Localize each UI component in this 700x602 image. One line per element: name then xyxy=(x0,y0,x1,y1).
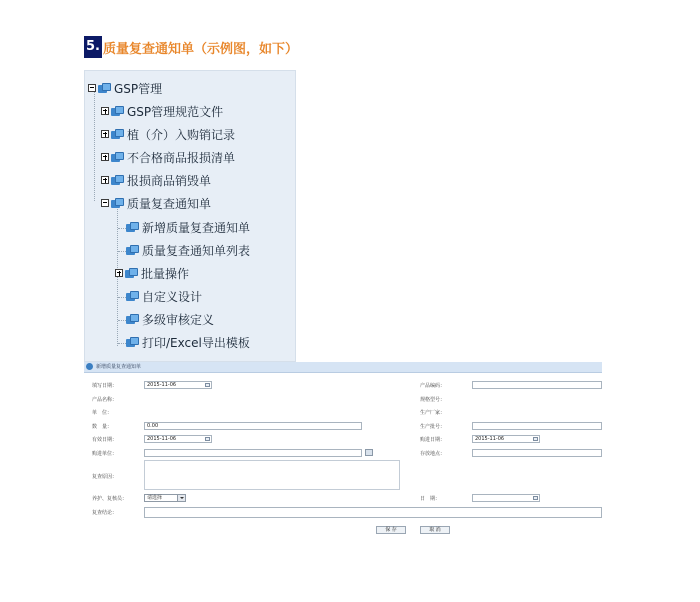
tree-node-recheck-list[interactable] xyxy=(126,241,250,259)
conclusion-input[interactable] xyxy=(144,507,602,518)
form-header xyxy=(84,362,602,373)
expand-icon[interactable] xyxy=(101,176,109,184)
purchase-date-label: 购进日期： xyxy=(420,437,446,443)
tree-node-multi-audit[interactable] xyxy=(126,310,214,328)
recheck-form xyxy=(84,362,602,534)
tree-connector xyxy=(94,89,95,201)
tree-node-gsp-root[interactable] xyxy=(88,79,162,97)
fill-date-label: 填写日期： xyxy=(92,383,118,389)
expand-icon[interactable] xyxy=(115,269,123,277)
supplier-label: 购进单位： xyxy=(92,451,118,457)
folder-icon xyxy=(111,129,124,140)
navigation-tree xyxy=(84,70,296,362)
tree-node-implant-records[interactable] xyxy=(101,125,235,143)
product-name-label: 产品名称： xyxy=(92,397,118,403)
tree-node-print-export[interactable] xyxy=(126,333,250,351)
tree-node-label: 自定义设计 xyxy=(142,289,203,304)
fill-date-input[interactable]: 2015-11-06 xyxy=(144,381,212,389)
expand-icon[interactable] xyxy=(101,153,109,161)
form-title: 新增质量复查通知单 xyxy=(96,364,142,370)
purchase-date-input[interactable]: 2015-11-06 xyxy=(472,435,540,443)
spec-label: 规格型号： xyxy=(420,397,446,403)
section-title: 质量复查通知单（示例图，如下） xyxy=(102,41,298,57)
tree-node-label: 质量复查通知单 xyxy=(127,196,212,211)
folder-icon xyxy=(111,198,124,209)
folder-icon xyxy=(111,152,124,163)
supplier-input[interactable] xyxy=(144,449,362,457)
tree-node-label: GSP管理 xyxy=(114,81,163,96)
folder-icon xyxy=(111,175,124,186)
reason-label: 复查原因： xyxy=(92,474,118,480)
tree-node-label: 打印/Excel导出模板 xyxy=(142,335,250,350)
tree-node-gsp-docs[interactable] xyxy=(101,102,223,120)
folder-icon xyxy=(111,106,124,117)
valid-date-input[interactable]: 2015-11-06 xyxy=(144,435,212,443)
lookup-icon[interactable] xyxy=(365,449,373,456)
product-code-input[interactable] xyxy=(472,381,602,389)
tree-node-label: GSP管理规范文件 xyxy=(127,104,224,119)
manufacturer-label: 生产厂家： xyxy=(420,410,446,416)
date-input[interactable] xyxy=(472,494,540,502)
valid-date-label: 有效日期： xyxy=(92,437,118,443)
batch-input[interactable] xyxy=(472,422,602,430)
folder-icon xyxy=(98,83,111,94)
quantity-label: 数 量： xyxy=(92,424,113,430)
collapse-icon[interactable] xyxy=(88,84,96,92)
calendar-icon[interactable] xyxy=(205,437,210,441)
folder-icon xyxy=(125,268,138,279)
maintainer-select[interactable]: 请选择 xyxy=(144,494,186,502)
collapse-icon[interactable] xyxy=(101,199,109,207)
section-heading xyxy=(84,36,298,58)
form-icon xyxy=(86,363,93,370)
storage-input[interactable] xyxy=(472,449,602,457)
calendar-icon[interactable] xyxy=(533,496,538,500)
tree-node-label: 不合格商品报损清单 xyxy=(127,150,236,165)
calendar-icon[interactable] xyxy=(533,437,538,441)
chevron-down-icon xyxy=(177,495,185,501)
tree-node-label: 多级审核定义 xyxy=(142,312,215,327)
maintainer-label: 养护、复核员： xyxy=(92,496,128,502)
tree-node-batch-ops[interactable] xyxy=(115,264,189,282)
cancel-button[interactable]: 取 消 xyxy=(420,526,450,534)
tree-node-destruction-list[interactable] xyxy=(101,171,211,189)
section-number: 5. xyxy=(84,36,102,58)
tree-node-new-recheck[interactable] xyxy=(126,218,250,236)
expand-icon[interactable] xyxy=(101,107,109,115)
batch-label: 生产批号： xyxy=(420,424,446,430)
folder-icon xyxy=(126,222,139,233)
expand-icon[interactable] xyxy=(101,130,109,138)
tree-node-custom-design[interactable] xyxy=(126,287,202,305)
tree-node-label: 植（介）入购销记录 xyxy=(127,127,236,142)
folder-icon xyxy=(126,291,139,302)
storage-label: 存放地点： xyxy=(420,451,446,457)
date-label: 日 期： xyxy=(420,496,441,502)
tree-node-unqualified-list[interactable] xyxy=(101,148,235,166)
reason-textarea[interactable] xyxy=(144,460,400,490)
conclusion-label: 复查结论： xyxy=(92,510,118,516)
product-code-label: 产品编码： xyxy=(420,383,446,389)
save-button[interactable]: 保 存 xyxy=(376,526,406,534)
folder-icon xyxy=(126,245,139,256)
tree-node-label: 报损商品销毁单 xyxy=(127,173,212,188)
tree-node-quality-recheck[interactable] xyxy=(101,194,211,212)
tree-node-label: 批量操作 xyxy=(141,266,190,281)
tree-node-label: 新增质量复查通知单 xyxy=(142,220,251,235)
folder-icon xyxy=(126,314,139,325)
unit-label: 单 位： xyxy=(92,410,113,416)
tree-node-label: 质量复查通知单列表 xyxy=(142,243,251,258)
quantity-input[interactable]: 0.00 xyxy=(144,422,362,430)
folder-icon xyxy=(126,337,139,348)
calendar-icon[interactable] xyxy=(205,383,210,387)
